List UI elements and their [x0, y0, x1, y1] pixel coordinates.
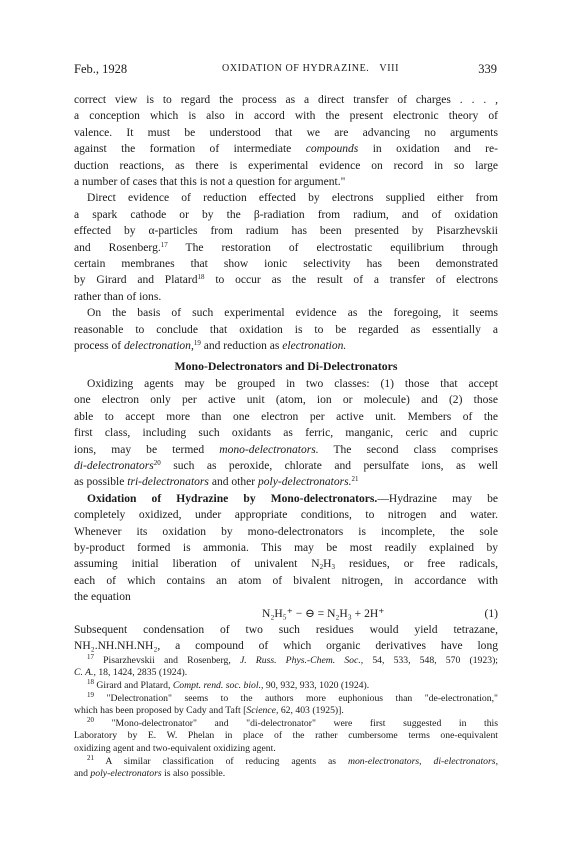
paragraph-hydrazine-oxidation: Oxidation of Hydrazine by Mono-delectronators.—Hydrazine may be completely oxidized, under appropriate conditions, to nitrogen and water. Whenever its oxidation by mono-delectronators is incomplete, the sole by-product formed is ammonia. This may be most readily explained by assuming initial liberation of univalent $N_2H_3$ residues, or free radicals, each of which contains an atom of bivalent nitrogen, in accordance with the equation: [74, 492, 499, 604]
equation-number: (1): [484, 607, 498, 620]
footnote-ref-20: 20: [153, 458, 161, 467]
paragraph-conclusion: On the basis of such experimental evidence as the foregoing, it seems reasonable to conclude that oxidation is to be regarded as essentially a process of delectronation,$^{19}$ and reduction as electronation.: [74, 307, 498, 353]
footnote-20: $^{20}$ "Mono-delectronator" and "di-delectronator" were first suggested in this: [87, 715, 498, 729]
running-header: [74, 62, 497, 78]
running-title: OXIDATION OF HYDRAZINE. VIII: [222, 63, 400, 74]
paragraph-quote-end: correct view is to regard the process as a direct transfer of charges . . . , a conception which is also in accord with the present electronic theory of valence. It must be understood that we are advancing no arguments against the formation of intermediate compounds in oxidation and re- duction reactions, as there is experimental evidence on record in so large a number of cases that this is not a question for argument.": [74, 94, 498, 189]
issue-date: Feb., 1928: [74, 62, 128, 76]
footnote-18: $^{18}$ Girard and Platard, Compt. rend. soc. biol., 90, 932, 933, 1020 (1924).: [87, 677, 370, 691]
footnote-ref-21: 21: [351, 475, 359, 484]
page-number: 339: [478, 62, 497, 76]
section-heading: Mono-Delectronators and Di-Delectronators: [174, 358, 398, 373]
footnote-ref-18: 18: [197, 273, 205, 282]
article-body: [74, 92, 498, 781]
footnote-19: $^{19}$ "Delectronation" seems to the authors more euphonious than "de-electronation,": [87, 690, 498, 704]
equation-formula: N₂H₅⁺ − ⊖ = N₂H₃ + 2H⁺: [262, 607, 385, 620]
paragraph-direct-evidence: Direct evidence of reduction effected by electrons supplied either from a spark cathode or by the β-radiation from radium, and of oxidation effected by α-particles from radium has been presented by Pisarzhevskii and Rosenberg.$^{17}$ The restoration of electrostatic equilibrium through certain membranes that show ionic selectivity has been demonstrated by Girard and Platard$^{18}$ to occur as the result of a transfer of electrons rather than of ions.: [74, 192, 499, 303]
footnote-ref-19: 19: [193, 339, 201, 348]
footnotes: $^{17}$ Pisarzhevskii and Rosenberg, J. Russ. Phys.-Chem. Soc., 54, 533, 548, 570 (1923); C. A., 18, 1424, 2835 (1924). $^{18}$ Girard and Platard, Compt. rend. soc. biol., 90, 932, 933, 1020 (1924). $^{19}$ "Delectronation" seems to the authors more euphonious than "de-electronation," which has been proposed by Cady and Taft [Science, 62, 403 (1925)]. $^{20}$ "Mono-delectronator" and "di-delectronator" were first suggested in this Laboratory by E. W. Phelan in place of the rather cumbersome terms one-equivalent oxidizing agent and two-equivalent oxidizing agent. $^{21}$ A similar classification of reducing agents as mon-electronators, di-electronators, and poly-electronators is also possible.: [74, 652, 498, 780]
footnote-ref-17: 17: [160, 240, 168, 249]
part-number: VIII: [379, 63, 400, 74]
paragraph-tetrazane: Subsequent condensation of two such residues would yield tetrazane, NH₂.NH.NH.NH₂, a compound of which organic derivatives have long: [74, 623, 498, 653]
paragraph-oxidizing-agents: Oxidizing agents may be grouped in two classes: (1) those that accept one electron only per active unit (atom, ion or molecule) and (2) those able to accept more than one electron per active unit. Members of the first class, including such oxidants as ferric, manganic, ceric and cupric ions, may be termed mono-delectronators. The second class comprises di-delectronators$^{20}$ such as peroxide, chlorate and persulfate ions, as well as possible tri-delectronators and other poly-delectronators.$^{21}$: [74, 377, 498, 489]
footnote-17: $^{17}$ Pisarzhevskii and Rosenberg, J. Russ. Phys.-Chem. Soc., 54, 533, 548, 570 (1923);: [87, 652, 498, 666]
equation-1: [74, 606, 498, 622]
run-in-heading: Oxidation of Hydrazine by Mono-delectronators.: [87, 492, 378, 505]
footnote-21: $^{21}$ A similar classification of reducing agents as mon-electronators, di-electronators,: [87, 753, 498, 767]
